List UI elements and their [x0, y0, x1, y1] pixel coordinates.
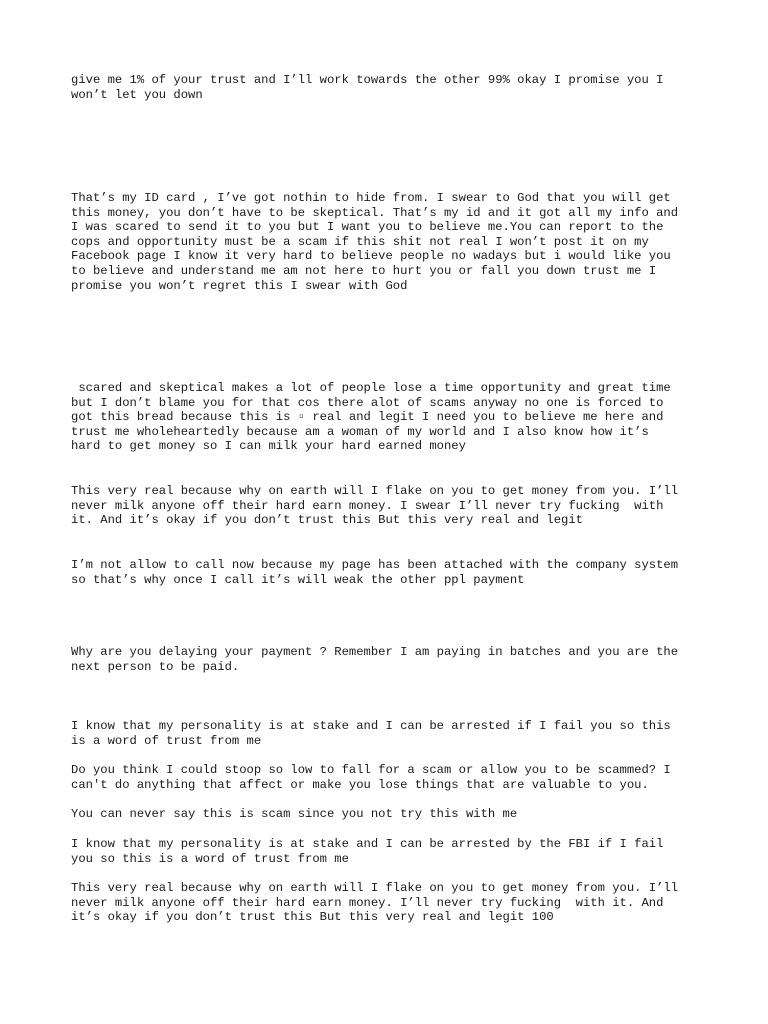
paragraph-6: Why are you delaying your payment ? Remember I am paying in batches and you are the next person to be paid.	[71, 645, 679, 674]
paragraph-3: scared and skeptical makes a lot of people lose a time opportunity and great time but I don’t blame you for that cos there alot of scams anyway no one is forced to got this bread because this is ▫ real and legit I need you to believe me here and trust me wholeheartedly because am a woman of my world and I also know how it’s hard to get money so I can milk your hard earned money	[71, 381, 671, 454]
paragraph-8: Do you think I could stoop so low to fall for a scam or allow you to be scammed? I can't do anything that affect or make you lose things that are valuable to you.	[71, 763, 671, 792]
paragraph-7: I know that my personality is at stake and I can be arrested if I fail you so this is a word of trust from me	[71, 719, 671, 748]
paragraph-9: You can never say this is scam since you not try this with me	[71, 807, 518, 821]
paragraph-4: This very real because why on earth will I flake on you to get money from you. I’ll never milk anyone off their hard earn money. I swear I’ll never try fucking with it. And it’s okay if you don’t trust this But this very real and legit	[71, 484, 679, 528]
paragraph-11: This very real because why on earth will I flake on you to get money from you. I’ll never milk anyone off their hard earn money. I’ll never try fucking with it. And it’s okay if you don’t trust this But this very real and legit 100	[71, 881, 679, 925]
paragraph-2: That’s my ID card , I’ve got nothin to hide from. I swear to God that you will get this money, you don’t have to be skeptical. That’s my id and it got all my info and I was scared to send it to you but I want you to believe me.You can report to the cops and opportunity must be a scam if this shit not real I won’t post it on my Facebook page I know it very hard to believe people no wadays but i would like you to believe and understand me am not here to hurt you or fall you down trust me I promise you won’t regret this I swear with God	[71, 191, 679, 293]
paragraph-5: I’m not allow to call now because my page has been attached with the company system so that’s why once I call it’s will weak the other ppl payment	[71, 558, 679, 587]
paragraph-10: I know that my personality is at stake and I can be arrested by the FBI if I fail you so this is a word of trust from me	[71, 837, 664, 866]
paragraph-1: give me 1% of your trust and I’ll work towards the other 99% okay I promise you I won’t let you down	[71, 73, 664, 102]
